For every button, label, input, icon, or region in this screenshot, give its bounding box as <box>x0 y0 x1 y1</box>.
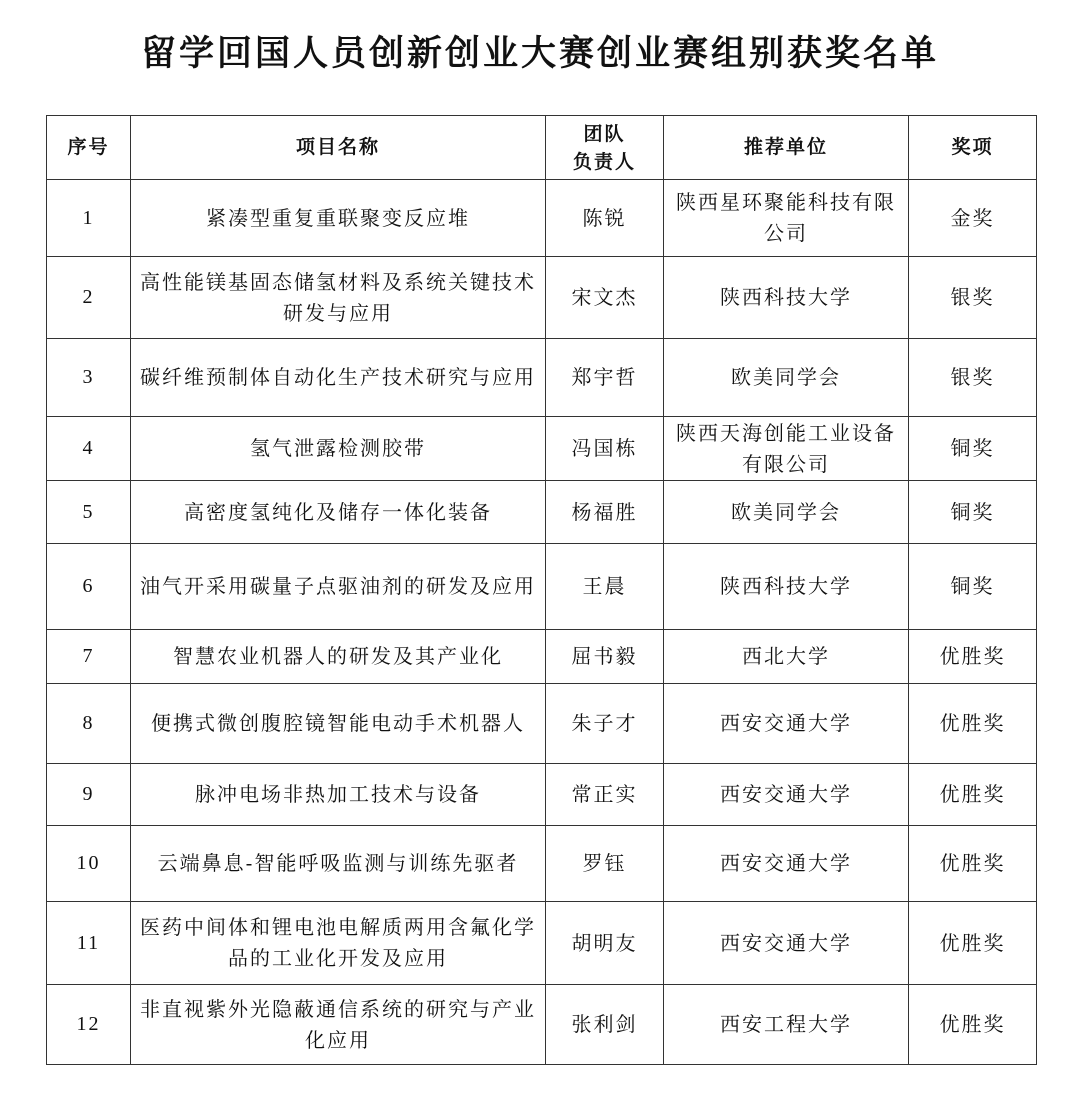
cell-award: 优胜奖 <box>909 985 1037 1065</box>
header-project: 项目名称 <box>131 116 546 180</box>
table-row <box>47 481 1037 544</box>
cell-project: 紧凑型重复重联聚变反应堆 <box>131 180 546 257</box>
cell-unit: 西安交通大学 <box>664 764 909 826</box>
table-row <box>47 764 1037 826</box>
table-header-row <box>47 116 1037 180</box>
cell-no: 4 <box>47 417 131 481</box>
header-leader-line1: 团队 <box>583 122 626 145</box>
cell-award: 银奖 <box>909 339 1037 417</box>
cell-unit: 西安交通大学 <box>664 902 909 985</box>
cell-award: 优胜奖 <box>909 902 1037 985</box>
cell-project: 脉冲电场非热加工技术与设备 <box>131 764 546 826</box>
cell-leader: 宋文杰 <box>546 257 664 339</box>
cell-unit: 陕西星环聚能科技有限公司 <box>664 180 909 257</box>
table-row <box>47 902 1037 985</box>
header-leader-line2: 负责人 <box>572 150 636 173</box>
cell-leader: 杨福胜 <box>546 481 664 544</box>
cell-project: 云端鼻息-智能呼吸监测与训练先驱者 <box>131 826 546 902</box>
cell-award: 优胜奖 <box>909 764 1037 826</box>
cell-leader: 胡明友 <box>546 902 664 985</box>
cell-leader: 张利剑 <box>546 985 664 1065</box>
cell-no: 6 <box>47 544 131 630</box>
table-row <box>47 257 1037 339</box>
award-table <box>46 115 1037 1065</box>
cell-award: 银奖 <box>909 257 1037 339</box>
cell-no: 12 <box>47 985 131 1065</box>
table-row <box>47 180 1037 257</box>
cell-unit: 西安工程大学 <box>664 985 909 1065</box>
cell-award: 金奖 <box>909 180 1037 257</box>
cell-award: 铜奖 <box>909 417 1037 481</box>
cell-unit: 欧美同学会 <box>664 481 909 544</box>
cell-no: 9 <box>47 764 131 826</box>
cell-leader: 郑宇哲 <box>546 339 664 417</box>
cell-project: 高密度氢纯化及储存一体化装备 <box>131 481 546 544</box>
cell-award: 铜奖 <box>909 481 1037 544</box>
cell-no: 8 <box>47 684 131 764</box>
cell-unit: 西安交通大学 <box>664 684 909 764</box>
table-row <box>47 684 1037 764</box>
cell-project: 智慧农业机器人的研发及其产业化 <box>131 630 546 684</box>
header-leader <box>546 116 664 180</box>
header-no: 序号 <box>47 116 131 180</box>
cell-unit: 陕西科技大学 <box>664 257 909 339</box>
cell-no: 5 <box>47 481 131 544</box>
cell-leader: 冯国栋 <box>546 417 664 481</box>
table-row <box>47 544 1037 630</box>
cell-unit: 欧美同学会 <box>664 339 909 417</box>
cell-leader: 罗钰 <box>546 826 664 902</box>
cell-no: 7 <box>47 630 131 684</box>
cell-no: 3 <box>47 339 131 417</box>
cell-award: 铜奖 <box>909 544 1037 630</box>
table-row <box>47 630 1037 684</box>
table-row <box>47 339 1037 417</box>
cell-no: 10 <box>47 826 131 902</box>
cell-no: 1 <box>47 180 131 257</box>
cell-unit: 陕西天海创能工业设备有限公司 <box>664 417 909 481</box>
table-row <box>47 985 1037 1065</box>
table-row <box>47 417 1037 481</box>
cell-unit: 西北大学 <box>664 630 909 684</box>
cell-project: 非直视紫外光隐蔽通信系统的研究与产业化应用 <box>131 985 546 1065</box>
cell-no: 2 <box>47 257 131 339</box>
cell-award: 优胜奖 <box>909 630 1037 684</box>
cell-project: 氢气泄露检测胶带 <box>131 417 546 481</box>
cell-project: 高性能镁基固态储氢材料及系统关键技术研发与应用 <box>131 257 546 339</box>
cell-project: 碳纤维预制体自动化生产技术研究与应用 <box>131 339 546 417</box>
cell-project: 油气开采用碳量子点驱油剂的研发及应用 <box>131 544 546 630</box>
header-award: 奖项 <box>909 116 1037 180</box>
cell-leader: 朱子才 <box>546 684 664 764</box>
table-row <box>47 826 1037 902</box>
header-unit: 推荐单位 <box>664 116 909 180</box>
cell-award: 优胜奖 <box>909 826 1037 902</box>
cell-leader: 屈书毅 <box>546 630 664 684</box>
page-title: 留学回国人员创新创业大赛创业赛组别获奖名单 <box>140 34 939 74</box>
cell-award: 优胜奖 <box>909 684 1037 764</box>
cell-leader: 王晨 <box>546 544 664 630</box>
cell-project: 便携式微创腹腔镜智能电动手术机器人 <box>131 684 546 764</box>
cell-unit: 陕西科技大学 <box>664 544 909 630</box>
cell-unit: 西安交通大学 <box>664 826 909 902</box>
cell-project: 医药中间体和锂电池电解质两用含氟化学品的工业化开发及应用 <box>131 902 546 985</box>
cell-leader: 常正实 <box>546 764 664 826</box>
cell-no: 11 <box>47 902 131 985</box>
cell-leader: 陈锐 <box>546 180 664 257</box>
